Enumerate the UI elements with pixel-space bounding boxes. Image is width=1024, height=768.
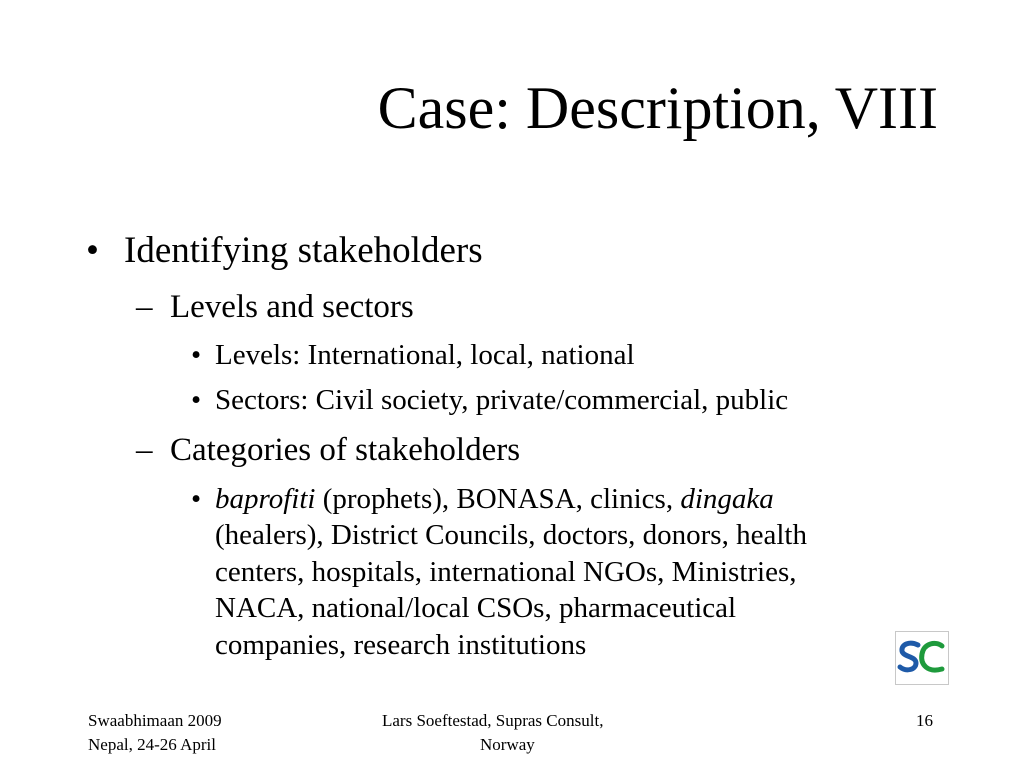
sub-bullet-categories-of-stakeholders: Categories of stakeholders bbox=[170, 432, 521, 468]
bullet-marker: • bbox=[191, 483, 202, 515]
stakeholder-text-1: (prophets), BONASA, clinics, bbox=[315, 483, 681, 515]
bullet-marker: • bbox=[191, 384, 202, 416]
footer-left-line-1: Swaabhimaan 2009 bbox=[88, 711, 222, 730]
stakeholder-list-line-4: NACA, national/local CSOs, pharmaceutical bbox=[215, 592, 737, 624]
stakeholder-list-line-1 bbox=[215, 481, 774, 517]
bullet-identifying-stakeholders: Identifying stakeholders bbox=[124, 230, 483, 271]
sub-sub-bullet-sectors: Sectors: Civil society, private/commercial, public bbox=[215, 384, 789, 416]
term-baprofiti: baprofiti bbox=[215, 483, 316, 515]
stakeholder-list-line-5: companies, research institutions bbox=[215, 629, 587, 661]
page-number: 16 bbox=[916, 711, 933, 730]
stakeholder-list-line-2: (healers), District Councils, doctors, donors, health bbox=[215, 519, 807, 551]
supras-consult-logo bbox=[895, 631, 949, 685]
footer-left-line-2: Nepal, 24-26 April bbox=[88, 735, 216, 754]
bullet-marker: • bbox=[191, 339, 202, 371]
sc-logo-icon bbox=[896, 632, 948, 684]
slide-title: Case: Description, VIII bbox=[377, 75, 938, 141]
term-dingaka: dingaka bbox=[680, 483, 774, 515]
logo-letter-c bbox=[922, 643, 942, 670]
footer-center-line-2: Norway bbox=[480, 735, 535, 754]
bullet-marker: • bbox=[86, 230, 99, 271]
footer-center-line-1: Lars Soeftestad, Supras Consult, bbox=[382, 711, 604, 730]
sub-sub-bullet-levels: Levels: International, local, national bbox=[215, 339, 635, 371]
logo-letter-s bbox=[900, 643, 918, 670]
stakeholder-list-line-3: centers, hospitals, international NGOs, Ministries, bbox=[215, 556, 797, 588]
dash-marker: – bbox=[136, 432, 153, 468]
sub-bullet-levels-and-sectors: Levels and sectors bbox=[170, 289, 414, 325]
dash-marker: – bbox=[136, 289, 153, 325]
